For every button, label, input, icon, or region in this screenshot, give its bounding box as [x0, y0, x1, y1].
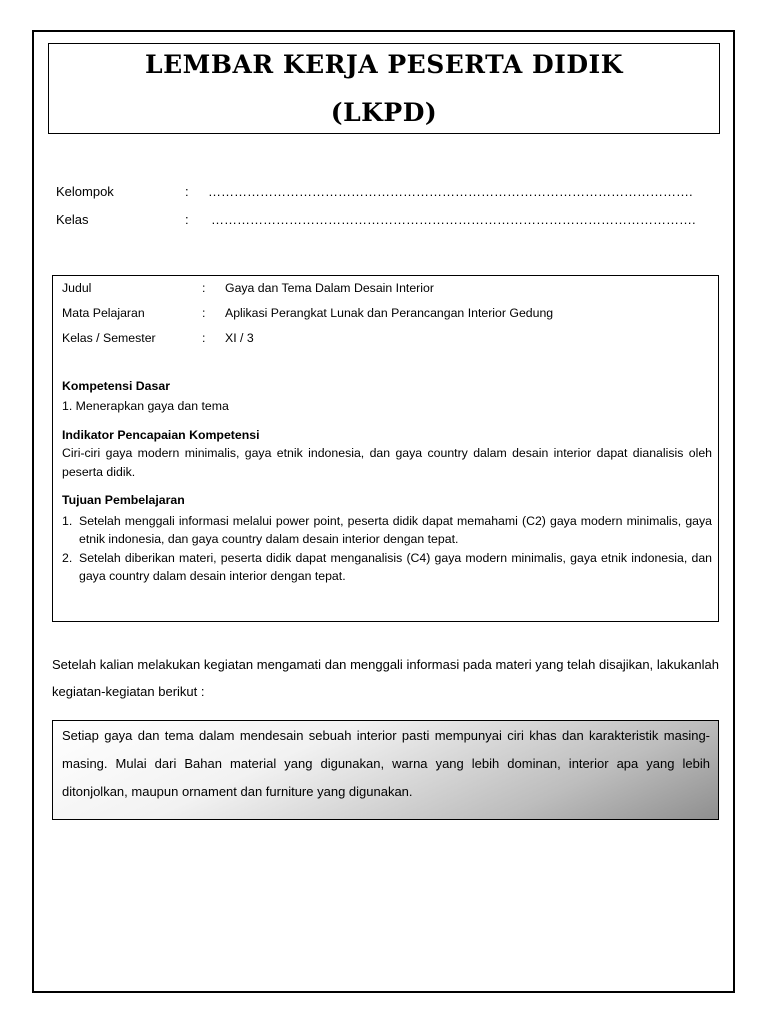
tp-item-number: 2.: [62, 551, 73, 565]
kd-heading: Kompetensi Dasar: [62, 379, 170, 393]
judul-colon: :: [202, 281, 206, 295]
page-subtitle: (LKPD): [330, 98, 438, 127]
tp-heading: Tujuan Pembelajaran: [62, 493, 185, 507]
tp-item-text: Setelah diberikan materi, peserta didik dapat menganalisis (C4) gaya modern minimalis, gaya etnik indonesia, dan gaya country dalam desain interior dengan tepat.: [79, 551, 712, 583]
tp-item-text: Setelah menggali informasi melalui power point, peserta didik dapat memahami (C2) gaya modern minimalis, gaya etnik indonesia, dan gaya country dalam desain interior dengan tepat.: [79, 514, 712, 546]
intro-paragraph: Setelah kalian melakukan kegiatan mengamati dan menggali informasi pada materi yang telah disajikan, lakukanlah kegiatan-kegiatan berikut :: [52, 657, 719, 699]
title-box: [48, 43, 720, 134]
judul-value: Gaya dan Tema Dalam Desain Interior: [225, 281, 434, 295]
mapel-label: Mata Pelajaran: [62, 306, 145, 320]
page-title: LEMBAR KERJA PESERTA DIDIK: [145, 50, 623, 79]
kelas-semester-colon: :: [202, 331, 206, 345]
info-box: [52, 275, 719, 622]
kelompok-field[interactable]: ………………………………………………………………………………………………….: [208, 184, 693, 199]
ipk-heading: Indikator Pencapaian Kompetensi: [62, 428, 260, 442]
mapel-colon: :: [202, 306, 206, 320]
kelas-label: Kelas: [56, 212, 89, 227]
shaded-note-box: [52, 720, 719, 820]
kelas-colon: :: [185, 212, 189, 227]
mapel-value: Aplikasi Perangkat Lunak dan Perancangan Interior Gedung: [225, 306, 554, 320]
judul-label: Judul: [62, 281, 92, 295]
kd-item: 1. Menerapkan gaya dan tema: [62, 399, 229, 413]
kelas-semester-value: XI / 3: [225, 331, 254, 345]
ipk-text: Ciri-ciri gaya modern minimalis, gaya etnik indonesia, dan gaya country dalam desain interior dapat dianalisis oleh peserta didik.: [62, 446, 712, 479]
kelompok-colon: :: [185, 184, 189, 199]
kelompok-label: Kelompok: [56, 184, 114, 199]
kelas-field[interactable]: ………………………………………………………………………………………………….: [211, 212, 696, 227]
kelas-semester-label: Kelas / Semester: [62, 331, 156, 345]
shaded-note-text: Setiap gaya dan tema dalam mendesain sebuah interior pasti mempunyai ciri khas dan karakteristik masing-masing. Mulai dari Bahan material yang digunakan, warna yang lebih dominan, interior apa yang lebih ditonjolkan, maupun ornament dan furniture yang digunakan.: [62, 728, 710, 799]
tp-item-number: 1.: [62, 514, 73, 528]
